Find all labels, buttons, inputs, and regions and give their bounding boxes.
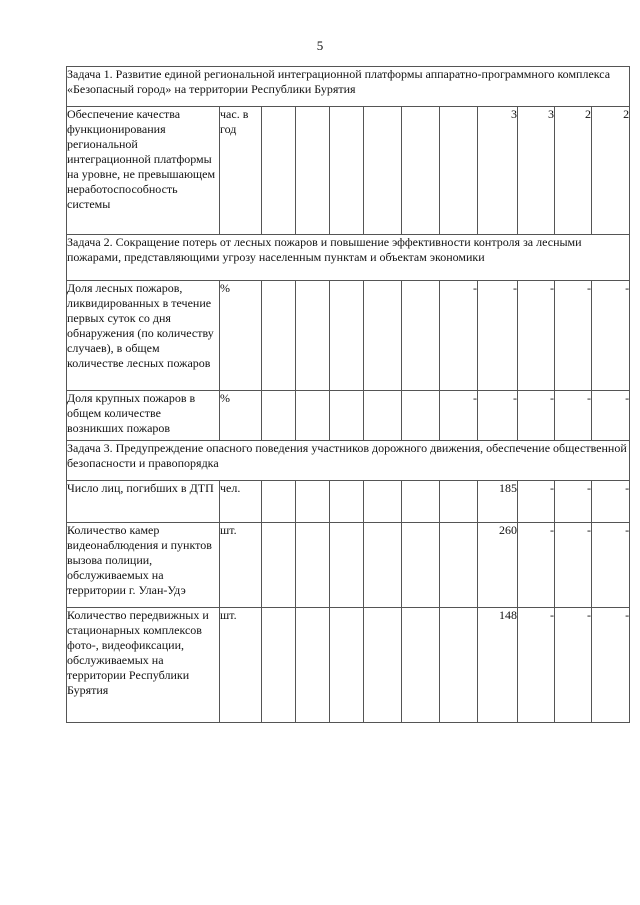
indicator-name: Обеспечение качества функционирования региональной интеграционной платформы на уровне, не превышающем неработоспособность системы — [67, 107, 220, 235]
task-row — [67, 67, 630, 107]
indicator-value: - — [555, 391, 592, 441]
indicator-value: - — [440, 391, 478, 441]
indicator-value — [296, 107, 330, 235]
page-number: 5 — [316, 38, 324, 53]
indicator-value — [330, 608, 364, 723]
indicator-value — [364, 523, 402, 608]
indicator-value: 148 — [478, 608, 518, 723]
indicator-value: - — [555, 608, 592, 723]
indicator-value: - — [592, 281, 630, 391]
table-body — [67, 67, 630, 723]
indicator-value — [330, 523, 364, 608]
indicator-value — [364, 608, 402, 723]
indicator-value: - — [440, 281, 478, 391]
indicator-unit: % — [220, 391, 262, 441]
indicator-value: - — [592, 391, 630, 441]
indicator-value — [402, 481, 440, 523]
task-row — [67, 441, 630, 481]
indicator-row — [67, 608, 630, 723]
indicator-value — [262, 481, 296, 523]
indicator-value — [402, 281, 440, 391]
indicator-value: - — [518, 523, 555, 608]
task-row — [67, 235, 630, 281]
indicator-value — [402, 608, 440, 723]
indicator-value — [402, 391, 440, 441]
indicator-row — [67, 391, 630, 441]
indicator-value: 2 — [555, 107, 592, 235]
indicator-name: Число лиц, погибших в ДТП — [67, 481, 220, 523]
task-heading: Задача 3. Предупреждение опасного поведения участников дорожного движения, обеспечение общественной безопасности и правопорядка — [67, 441, 630, 481]
indicator-name: Количество камер видеонаблюдения и пунктов вызова полиции, обслуживаемых на территории г. Улан-Удэ — [67, 523, 220, 608]
task-heading: Задача 2. Сокращение потерь от лесных пожаров и повышение эффективности контроля за лесными пожарами, представляющими угрозу населенным пунктам и объектам экономики — [67, 235, 630, 281]
indicator-value: - — [555, 281, 592, 391]
indicator-value — [296, 391, 330, 441]
indicator-value — [440, 481, 478, 523]
indicator-value: - — [555, 481, 592, 523]
indicator-value — [262, 107, 296, 235]
indicator-value — [296, 281, 330, 391]
indicator-row — [67, 281, 630, 391]
indicator-value — [364, 481, 402, 523]
indicator-value: - — [518, 608, 555, 723]
indicator-row — [67, 523, 630, 608]
indicator-value: - — [478, 391, 518, 441]
indicator-value — [402, 523, 440, 608]
indicator-value: - — [518, 391, 555, 441]
indicator-value — [296, 523, 330, 608]
indicator-unit: час. в год — [220, 107, 262, 235]
indicator-row — [67, 107, 630, 235]
indicator-value — [330, 107, 364, 235]
indicator-value: - — [592, 481, 630, 523]
indicator-name: Доля крупных пожаров в общем количестве возникших пожаров — [67, 391, 220, 441]
indicator-value: - — [518, 281, 555, 391]
indicator-unit: чел. — [220, 481, 262, 523]
indicator-value — [262, 608, 296, 723]
indicator-value — [364, 107, 402, 235]
indicator-value — [262, 391, 296, 441]
task-heading: Задача 1. Развитие единой региональной интеграционной платформы аппаратно-программного комплекса «Безопасный город» на территории Республики Бурятия — [67, 67, 630, 107]
indicator-value — [440, 523, 478, 608]
indicator-value — [296, 481, 330, 523]
indicator-value: 2 — [592, 107, 630, 235]
indicator-name: Доля лесных пожаров, ликвидированных в течение первых суток со дня обнаружения (по количеству случаев), в общем количестве лесных пожаров — [67, 281, 220, 391]
indicator-value: 260 — [478, 523, 518, 608]
indicator-value — [364, 391, 402, 441]
indicator-value: 185 — [478, 481, 518, 523]
indicator-name: Количество передвижных и стационарных комплексов фото-, видеофиксации, обслуживаемых на территории Республики Бурятия — [67, 608, 220, 723]
indicator-value — [440, 107, 478, 235]
indicator-unit: шт. — [220, 523, 262, 608]
indicator-value: 3 — [518, 107, 555, 235]
indicator-value — [296, 608, 330, 723]
indicator-value — [330, 391, 364, 441]
indicator-value — [262, 281, 296, 391]
indicator-value: 3 — [478, 107, 518, 235]
indicator-value: - — [478, 281, 518, 391]
indicator-unit: % — [220, 281, 262, 391]
indicators-table — [66, 66, 630, 723]
indicator-unit: шт. — [220, 608, 262, 723]
indicator-value — [364, 281, 402, 391]
indicator-value: - — [592, 608, 630, 723]
indicator-value: - — [518, 481, 555, 523]
indicator-value — [262, 523, 296, 608]
indicator-row — [67, 481, 630, 523]
indicator-value — [330, 281, 364, 391]
indicator-value: - — [592, 523, 630, 608]
indicator-value: - — [555, 523, 592, 608]
indicator-value — [440, 608, 478, 723]
indicator-value — [330, 481, 364, 523]
indicator-value — [402, 107, 440, 235]
